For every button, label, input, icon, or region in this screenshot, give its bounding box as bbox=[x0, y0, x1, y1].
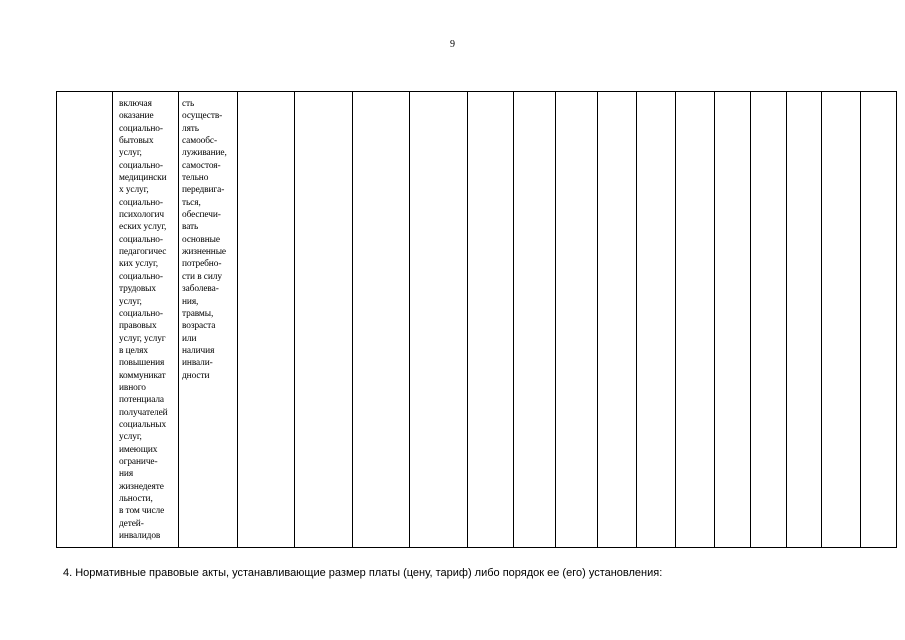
table-cell-12 bbox=[637, 92, 676, 548]
table-cell-8 bbox=[468, 92, 514, 548]
table-cell-2 bbox=[113, 92, 179, 548]
table-cell-10 bbox=[556, 92, 598, 548]
table-cell-6 bbox=[353, 92, 410, 548]
table-cell-18 bbox=[861, 92, 897, 548]
table-cell-9 bbox=[514, 92, 556, 548]
table-cell-17 bbox=[822, 92, 861, 548]
services-table bbox=[56, 91, 897, 548]
table-cell-11 bbox=[598, 92, 637, 548]
table-cell-7 bbox=[410, 92, 468, 548]
table-cell-5 bbox=[295, 92, 353, 548]
service-description-text: включая оказание социально- бытовых услуг, социально- медицински х услуг, социально- психологич еских услуг, социально- педагогичес ких услуг, социально- трудовых услуг, социально- правовых услуг, услуг в целях повышения коммуникат ивного потенциала получателей социальных услуг, имеющих ограниче- ния жизнедеяте льности, в том числе детей- инвалидов bbox=[119, 99, 168, 542]
table-cell-14 bbox=[715, 92, 751, 548]
page-number: 9 bbox=[450, 39, 455, 50]
section-4-heading: 4. Нормативные правовые акты, устанавливающие размер платы (цену, тариф) либо порядок ее (его) установления: bbox=[63, 567, 663, 579]
table-cell-16 bbox=[787, 92, 822, 548]
table-cell-4 bbox=[238, 92, 295, 548]
table-cell-3 bbox=[179, 92, 238, 548]
table-cell-15 bbox=[751, 92, 787, 548]
recipient-condition-text: сть осуществ- лять самообс- луживание, самостоя- тельно передвига- ться, обеспечи- вать основные жизненные потребно- сти в силу заболева- ния, травмы, возраста или наличия инвали- дности bbox=[182, 99, 227, 381]
table-row bbox=[57, 92, 897, 548]
table-cell-13 bbox=[676, 92, 715, 548]
table-cell-1 bbox=[57, 92, 113, 548]
